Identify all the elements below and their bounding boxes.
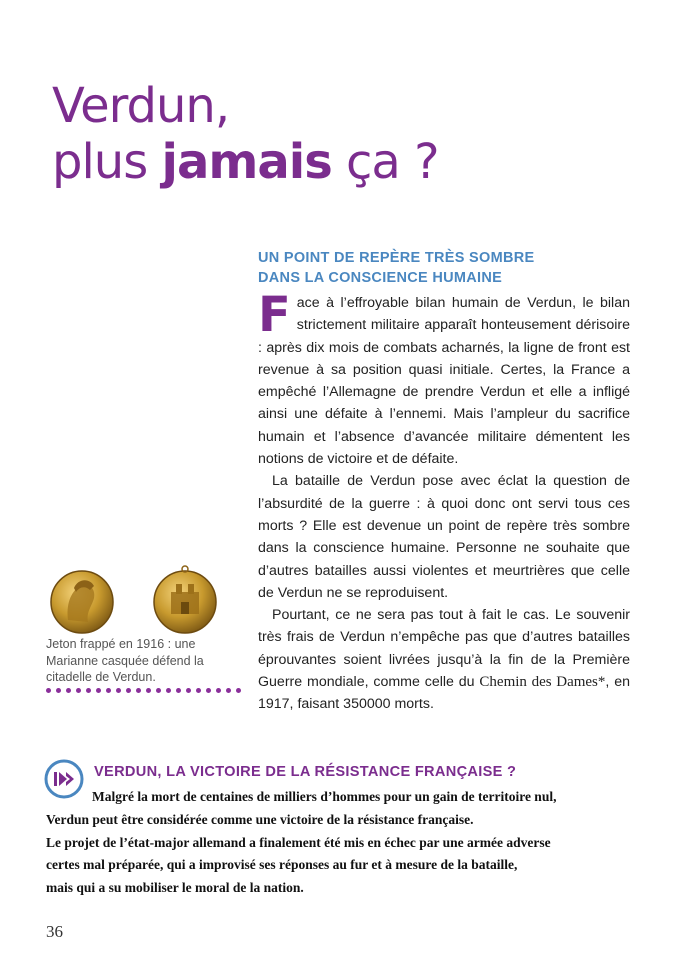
title-line-2-pre: plus — [52, 134, 162, 190]
dotted-divider — [46, 688, 241, 693]
coin-reverse — [154, 566, 216, 633]
page-number: 36 — [46, 922, 63, 941]
box-line-1: Malgré la mort de centaines de milliers d’hommes pour un gain de territoire nul, — [92, 789, 557, 804]
box-text — [46, 786, 666, 900]
section-heading-line-1: UN POINT DE REPÈRE TRÈS SOMBRE — [258, 250, 535, 266]
glossary-term: Chemin des Dames* — [479, 674, 606, 691]
drop-cap: F — [258, 287, 291, 343]
paragraph-2: La bataille de Verdun pose avec éclat la question de l’absurdité de la guerre : à quoi donc ont servi tous ces morts ? Elle est devenue un point de repère très sombre dans la conscience humaine. Personne ne souhaite que d’autres batailles aussi violentes et meurtrières que celle de Verdun ne se reproduisent. — [258, 473, 630, 601]
box-heading: VERDUN, LA VICTOIRE DE LA RÉSISTANCE FRANÇAISE ? — [94, 764, 517, 780]
title-line-2-post: ça ? — [331, 134, 439, 190]
section-heading-line-2: DANS LA CONSCIENCE HUMAINE — [258, 270, 503, 286]
image-caption: Jeton frappé en 1916 : une Marianne casquée défend la citadelle de Verdun. — [46, 637, 204, 684]
coin-photo — [44, 562, 224, 634]
box-line-4: certes mal préparée, qui a improvisé ses réponses au fur et à mesure de la bataille, — [46, 857, 518, 873]
title-line-2-bold: jamais — [161, 134, 332, 190]
section-heading — [258, 248, 534, 288]
paragraph-3-post: , en 1917, faisant 350000 morts. — [258, 674, 630, 713]
box-line-2: Verdun peut être considérée comme une victoire de la résistance française. — [46, 811, 474, 827]
paragraph-3 — [258, 604, 630, 715]
paragraph-1-text: ace à l’effroyable bilan humain de Verdun, le bilan strictement militaire apparaît honteusement dérisoire : après dix mois de combats acharnés, la ligne de front est revenue à sa position quasi initiale. Certes, la France a empêché l’Allemagne de prendre Verdun et elle a infligé ainsi une défaite à l’ennemi. Mais l’ampleur du sacrifice humain et l’absence d’avancée militaire démentent les notions de victoire et de défaite. — [258, 295, 630, 468]
title-line-1: Verdun, — [52, 78, 230, 134]
coin-obverse — [51, 571, 113, 633]
box-line-5: mais qui a su mobiliser le moral de la nation. — [46, 880, 304, 896]
article-body — [258, 287, 630, 716]
page-title — [52, 78, 439, 190]
paragraph-1 — [258, 287, 630, 470]
box-line-3: Le projet de l’état-major allemand a finalement été mis en échec par une armée adverse — [46, 834, 551, 850]
paragraph-3-pre: Pourtant, ce ne sera pas tout à fait le cas. Le souvenir très frais de Verdun n’empêche pas que d’autres batailles éprouvantes soient livrées jusqu’à la fin de la Première Guerre mondiale, comme celle du — [258, 607, 630, 691]
